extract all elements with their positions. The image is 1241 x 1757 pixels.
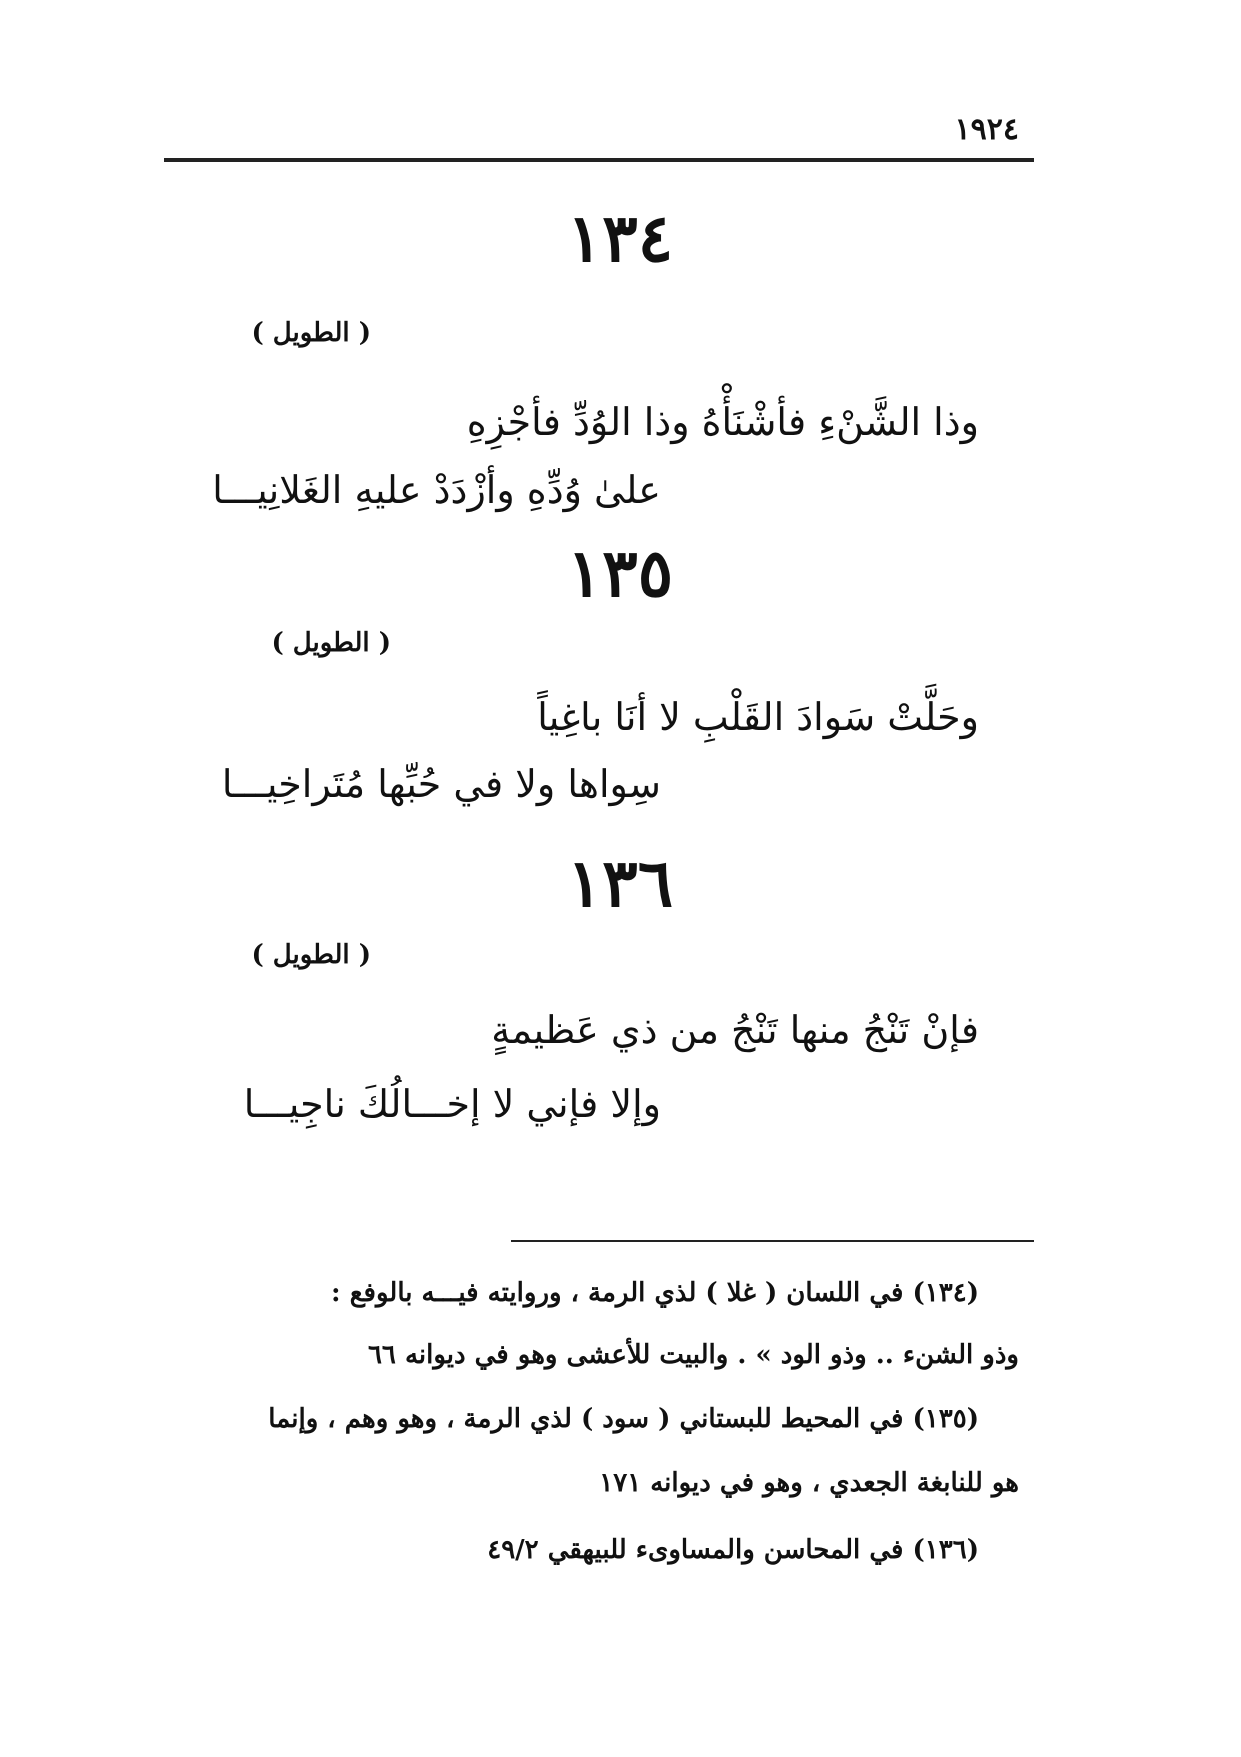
meter-label-135: ( الطويل )	[271, 628, 391, 658]
verse-136-second-hemistich: وإلا فإني لا إخـــالُكَ ناجِيـــا	[243, 1082, 661, 1126]
poem-number-135: ١٣٥	[566, 534, 674, 612]
footnote-line: (١٣٥) في المحيط للبستاني ( سود ) لذي الرمة ، وهو وهم ، وإنما	[268, 1404, 979, 1434]
verse-136-first-hemistich: فإنْ تَنْجُ منها تَنْجُ من ذي عَظيمةٍ	[491, 1008, 979, 1052]
footnote-rule	[511, 1240, 1034, 1242]
header-rule	[164, 158, 1034, 162]
footnote-line: هو للنابغة الجعدي ، وهو في ديوانه ١٧١	[599, 1468, 1019, 1498]
meter-label-134: ( الطويل )	[251, 318, 371, 348]
page-number: ١٩٢٤	[954, 112, 1019, 147]
footnote-line: (١٣٦) في المحاسن والمساوىء للبيهقي ٤٩/٢	[487, 1535, 979, 1565]
poem-number-136: ١٣٦	[566, 844, 674, 922]
verse-134-first-hemistich: وذا الشَّنْءِ فأشْنَأْهُ وذا الوُدِّ فأجْزِهِ	[466, 400, 979, 444]
verse-134-second-hemistich: علىٰ وُدِّهِ وأزْدَدْ عليهِ الغَلانِيـــا	[212, 468, 661, 512]
footnote-line: وذو الشنء .. وذو الود » . والبيت للأعشى وهو في ديوانه ٦٦	[367, 1340, 1019, 1370]
verse-135-first-hemistich: وحَلَّتْ سَوادَ القَلْبِ لا أنَا باغِياً	[537, 695, 979, 739]
footnote-line: (١٣٤) في اللسان ( غلا ) لذي الرمة ، وروايته فيـــه بالوفع :	[331, 1278, 979, 1308]
meter-label-136: ( الطويل )	[251, 940, 371, 970]
poem-number-134: ١٣٤	[566, 199, 674, 277]
verse-135-second-hemistich: سِواها ولا في حُبِّها مُتَراخِيـــا	[221, 762, 661, 806]
